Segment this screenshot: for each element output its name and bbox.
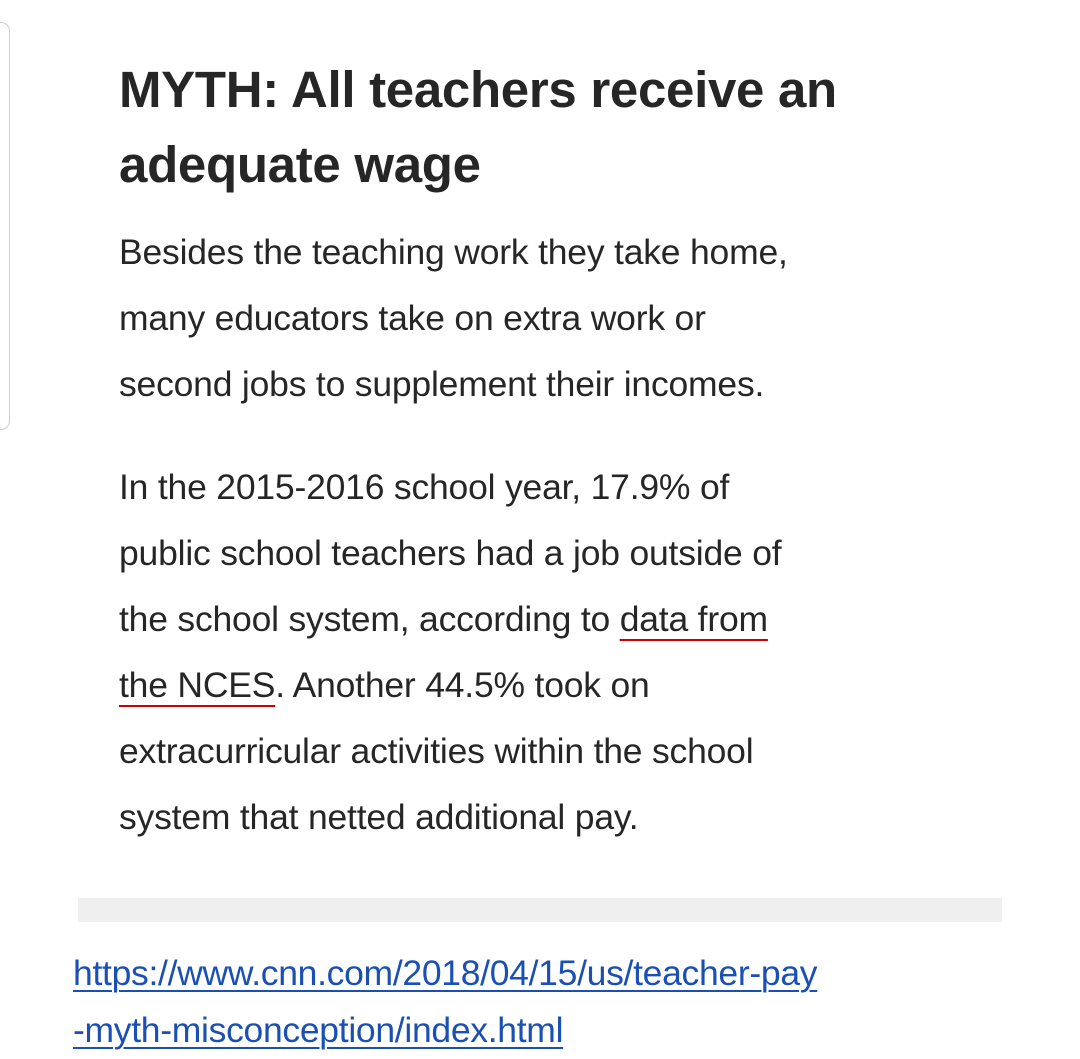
paragraph-line: public school teachers had a job outside of <box>119 533 782 573</box>
paragraph-line: second jobs to supplement their incomes. <box>119 364 765 404</box>
nces-data-link-continued[interactable]: the NCES <box>119 665 276 705</box>
paragraph-line: . Another 44.5% took on <box>275 665 650 705</box>
nces-data-link[interactable]: data from <box>619 599 768 639</box>
screenshot-frame-edge <box>0 22 10 430</box>
source-url-link[interactable] <box>73 945 1013 1059</box>
paragraph-line: the school system, according to <box>119 599 620 639</box>
paragraph-second-jobs <box>119 219 979 417</box>
article-headline <box>119 52 979 202</box>
article-excerpt <box>119 52 979 850</box>
paragraph-line: In the 2015-2016 school year, 17.9% of <box>119 467 730 507</box>
headline-line: MYTH: All teachers receive an <box>119 61 837 118</box>
paragraph-line: Besides the teaching work they take home, <box>119 232 788 272</box>
content-divider-bar <box>78 898 1002 922</box>
paragraph-line: extracurricular activities within the school <box>119 731 754 771</box>
paragraph-line: many educators take on extra work or <box>119 298 706 338</box>
paragraph-line: system that netted additional pay. <box>119 797 639 837</box>
paragraph-statistics <box>119 454 979 850</box>
source-url-line: https://www.cnn.com/2018/04/15/us/teacher-pay <box>73 953 818 993</box>
source-url-line: -myth-misconception/index.html <box>73 1010 564 1050</box>
headline-line: adequate wage <box>119 136 481 193</box>
